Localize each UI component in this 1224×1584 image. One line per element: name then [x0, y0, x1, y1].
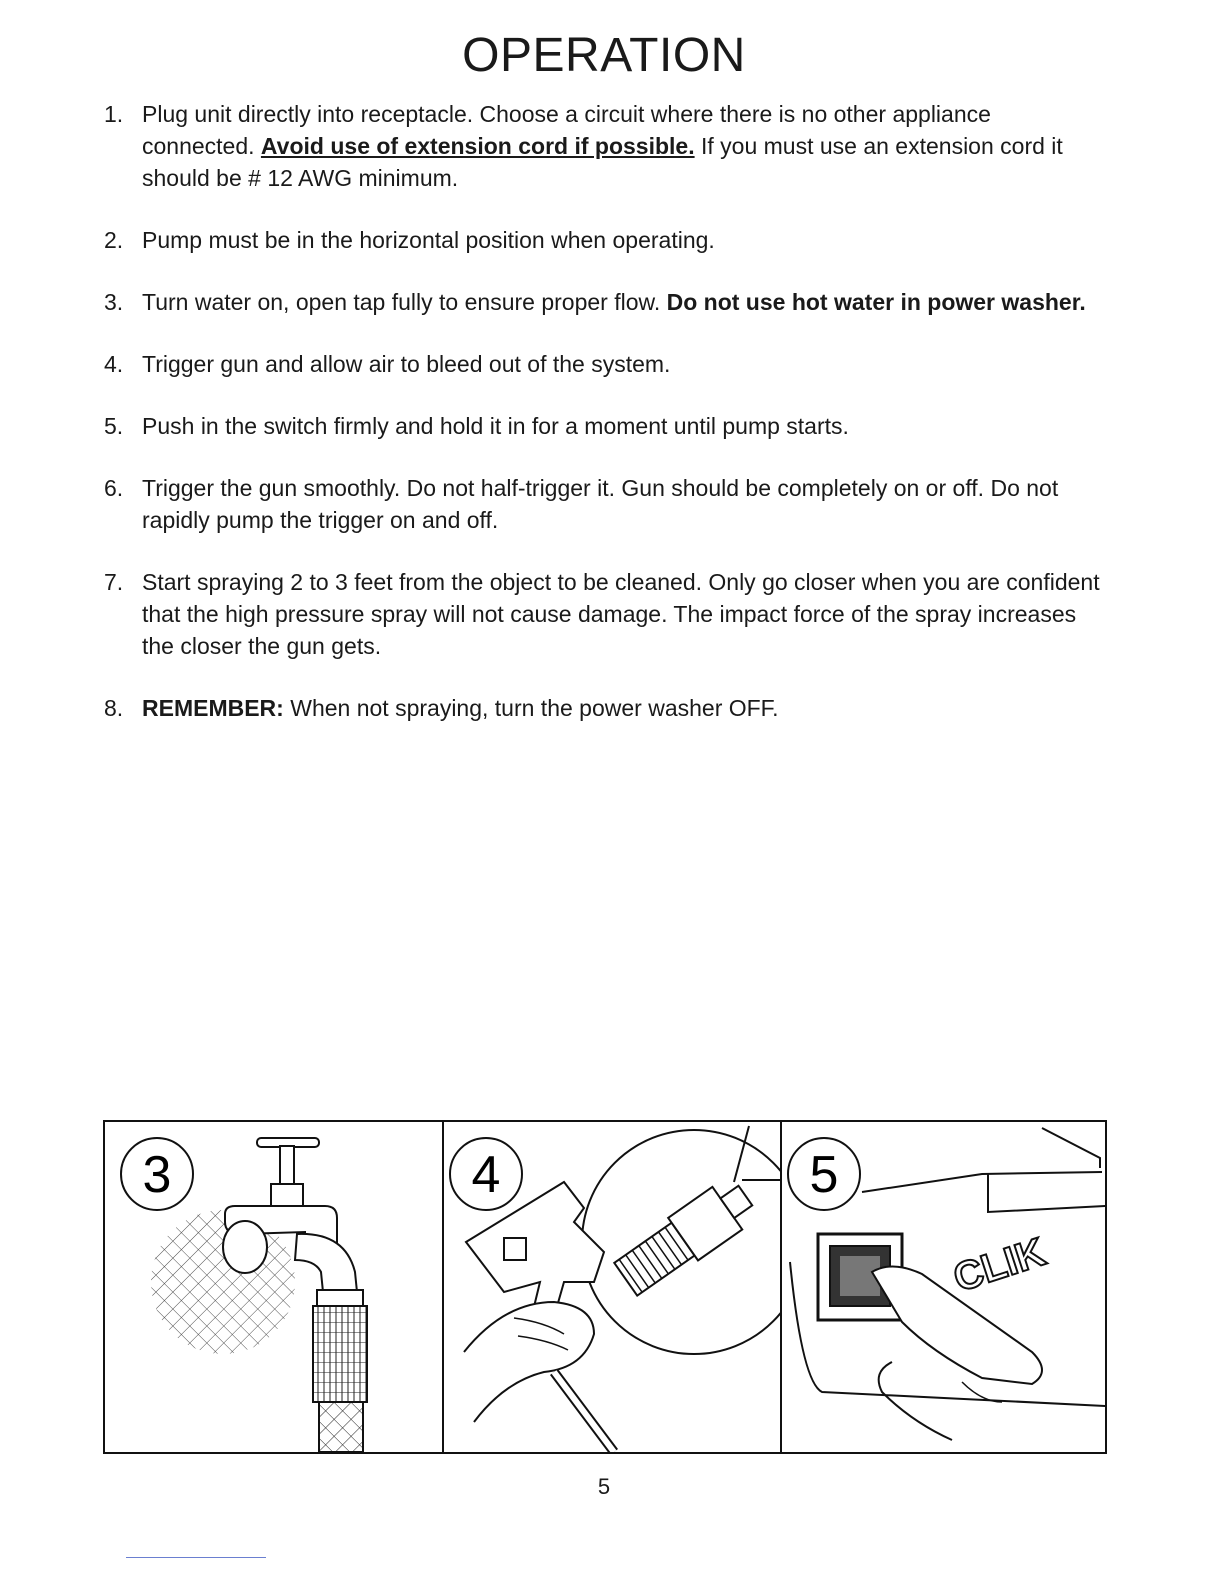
step-5	[104, 410, 1104, 442]
step-number: 7.	[104, 569, 124, 595]
step-reminder-label: REMEMBER:	[142, 695, 284, 721]
step-text: Plug unit directly into receptacle. Choose a circuit where there is no other appliance connected.	[142, 101, 991, 159]
illustration-strip	[103, 1120, 1107, 1454]
step-text: Push in the switch firmly and hold it in for a moment until pump starts.	[142, 413, 849, 439]
step-text: Trigger the gun smoothly. Do not half-trigger it. Gun should be completely on or off. Do not rapidly pump the trigger on and off.	[142, 475, 1059, 533]
step-8	[104, 692, 1104, 724]
step-4	[104, 348, 1104, 380]
step-warning-emphasis: Avoid use of extension cord if possible.	[260, 133, 695, 159]
step-text: Trigger gun and allow air to bleed out of the system.	[142, 351, 671, 377]
step-number: 8.	[104, 695, 124, 721]
step-text: If you must use an extension cord it should be # 12 AWG minimum.	[142, 133, 1063, 191]
step-text: When not spraying, turn the power washer OFF.	[283, 695, 779, 721]
panel-label: 5	[809, 1146, 839, 1204]
step-number: 3.	[104, 289, 124, 315]
illustration-panel-3	[105, 1122, 442, 1452]
illustration-panel-4	[442, 1122, 781, 1452]
page-title: OPERATION	[462, 29, 746, 82]
switch-press-icon	[782, 1122, 1105, 1452]
step-number: 6.	[104, 475, 124, 501]
step-number: 4.	[104, 351, 124, 377]
step-text: Start spraying 2 to 3 feet from the object to be cleaned. Only go closer when you are confident that the high pressure spray will not cause damage. The impact force of the spray increases the closer the gun gets.	[142, 569, 1100, 659]
panel-label: 4	[471, 1146, 501, 1204]
panel-label: 3	[142, 1146, 172, 1204]
step-warning-emphasis: Do not use hot water in power washer.	[666, 289, 1086, 315]
step-3	[104, 286, 1104, 318]
operation-steps-list	[104, 98, 1104, 754]
step-number: 1.	[104, 101, 124, 127]
step-number: 2.	[104, 227, 124, 253]
page-number: 5	[597, 1474, 611, 1499]
step-6	[104, 472, 1104, 536]
step-text: Turn water on, open tap fully to ensure proper flow.	[142, 289, 667, 315]
step-number: 5.	[104, 413, 124, 439]
spray-gun-trigger-icon	[444, 1122, 781, 1452]
step-1	[104, 98, 1104, 194]
step-2	[104, 224, 1104, 256]
click-sound-text: CLIK	[948, 1229, 1051, 1301]
step-text: Pump must be in the horizontal position when operating.	[142, 227, 715, 253]
step-7	[104, 566, 1104, 662]
footer-rule	[126, 1557, 266, 1558]
water-tap-hose-icon	[105, 1122, 442, 1452]
illustration-panel-5	[780, 1122, 1105, 1452]
